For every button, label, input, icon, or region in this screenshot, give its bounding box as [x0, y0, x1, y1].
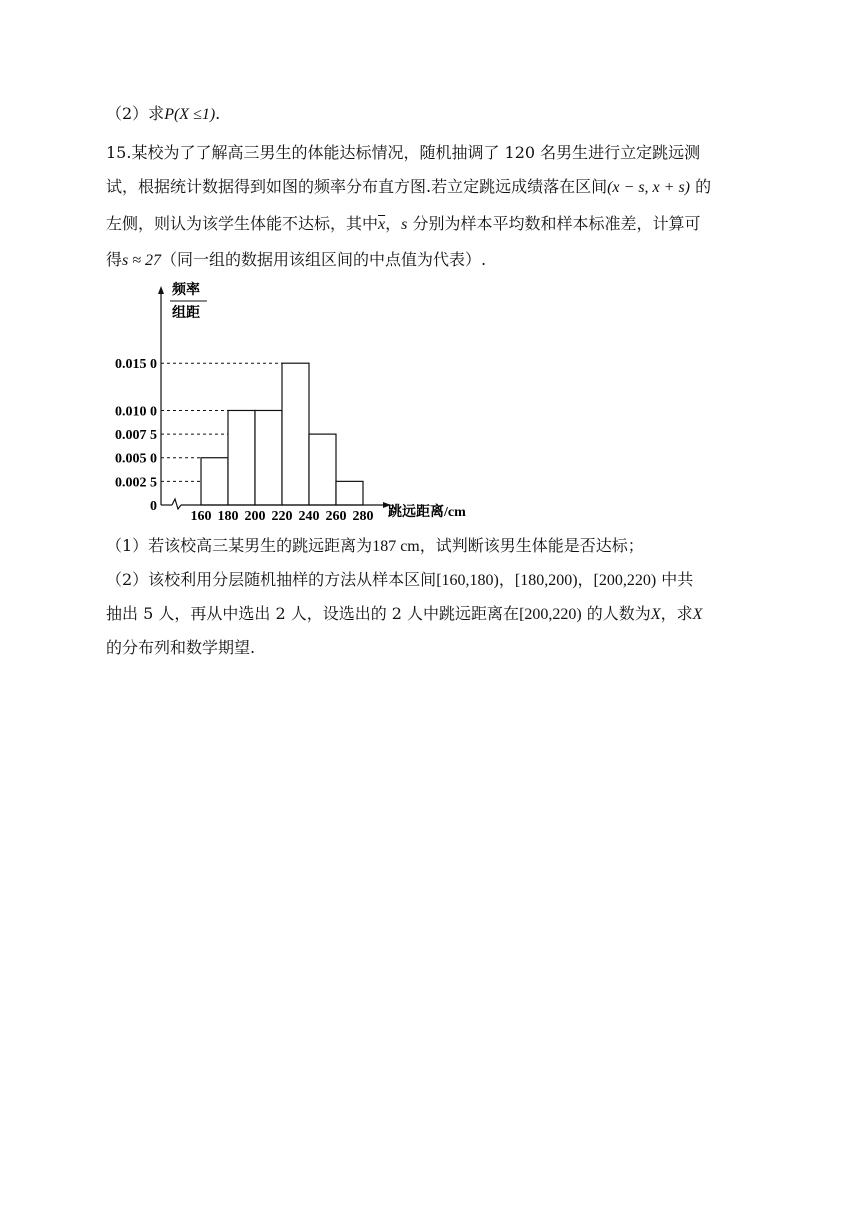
- problem15-line4: [106, 250, 486, 271]
- frequency-histogram: [100, 280, 500, 525]
- period: .: [215, 104, 221, 123]
- histogram-bar-[240,260): [309, 434, 336, 505]
- y-tick-label: 0.002 5: [115, 475, 157, 491]
- question2-text: （2）该校利用分层随机抽样的方法从样本区间: [106, 570, 437, 589]
- x-tick-label: 200: [244, 509, 266, 524]
- x-tick-label: 280: [352, 509, 374, 524]
- problem15-line3-text: 左侧，则认为该学生体能不达标，其中: [106, 214, 379, 233]
- y-tick-label: 0.015 0: [115, 357, 157, 373]
- distance-value: 187 cm: [372, 538, 420, 555]
- histogram-bar-[220,240): [282, 363, 309, 505]
- random-variable: X: [692, 606, 703, 623]
- x-tick-label: 160: [190, 509, 212, 524]
- std-approx-expression: s ≈ 27: [122, 252, 162, 269]
- question2-line3: 的分布列和数学期望.: [106, 638, 256, 657]
- question2-line2-mid: 的人数为: [581, 604, 651, 623]
- question2-line2-text: 抽出 5 人，再从中选出 2 人，设选出的 2 人中跳远距离在: [106, 604, 520, 623]
- y-axis-arrow: [158, 286, 164, 294]
- y-tick-label: 0.010 0: [115, 404, 157, 420]
- histogram-bar-[260,280): [336, 481, 363, 505]
- question1: [106, 536, 644, 557]
- interval-3: [200,220): [593, 572, 657, 589]
- problem15-line2-text: 试，根据统计数据得到如图的频率分布直方图.若立定跳远成绩落在区间: [106, 177, 608, 196]
- question2-line1: [106, 570, 693, 591]
- mean-symbol: $\overline{x}$: [378, 216, 386, 233]
- std-symbol: s: [401, 216, 408, 233]
- question2-line1-end: 中共: [656, 570, 694, 589]
- x-tick-label: 260: [325, 509, 347, 524]
- histogram-bar-[200,220): [255, 410, 282, 505]
- separator: ，: [577, 570, 594, 589]
- problem15-line3-end: 分别为样本平均数和样本标准差，计算可: [407, 214, 701, 233]
- x-tick-label: 220: [271, 509, 293, 524]
- histogram-bar-[160,180): [201, 458, 228, 505]
- part-label: （2）求: [106, 104, 165, 123]
- x-tick-label: 180: [217, 509, 239, 524]
- problem15-line3: [106, 214, 700, 235]
- question1-text: （1）若该校高三某男生的跳远距离为: [106, 536, 373, 555]
- axis-break-mark: [172, 499, 181, 509]
- question1-end: ，试判断该男生体能是否达标；: [419, 536, 644, 555]
- separator: ，: [498, 570, 515, 589]
- problem15-line2: [106, 177, 711, 198]
- y-tick-label: 0.007 5: [115, 428, 157, 444]
- interval-1: [160,180): [436, 572, 499, 589]
- histogram-bars: [201, 363, 363, 505]
- question2-line2: [106, 604, 702, 625]
- interval-4: [200,220): [519, 606, 582, 623]
- interval-expression: (x − s, x + s): [607, 179, 690, 196]
- y-tick-label: 0.005 0: [115, 451, 157, 467]
- y-axis-label-bottom: 组距: [172, 306, 200, 321]
- histogram-bar-[180,200): [228, 410, 255, 505]
- problem15-line4-end: （同一组的数据用该组区间的中点值为代表）.: [161, 250, 487, 269]
- question2-line2-ask: ，求: [660, 604, 693, 623]
- y-tick-label: 0: [150, 499, 157, 514]
- x-axis-label: 跳远距离/cm: [388, 505, 466, 520]
- problem15-line2-end: 的: [690, 177, 712, 196]
- random-variable: X: [650, 606, 661, 623]
- comma: ，: [385, 214, 402, 233]
- interval-2: [180,200): [514, 572, 578, 589]
- problem15-line1: 15.某校为了了解高三男生的体能达标情况，随机抽调了 120 名男生进行立定跳远测: [106, 143, 701, 162]
- part2-line: [106, 104, 220, 125]
- y-axis-label-top: 频率: [172, 283, 200, 298]
- x-tick-label: 240: [298, 509, 320, 524]
- probability-expression: P(X ≤1): [164, 106, 216, 123]
- problem15-line4-text: 得: [106, 250, 123, 269]
